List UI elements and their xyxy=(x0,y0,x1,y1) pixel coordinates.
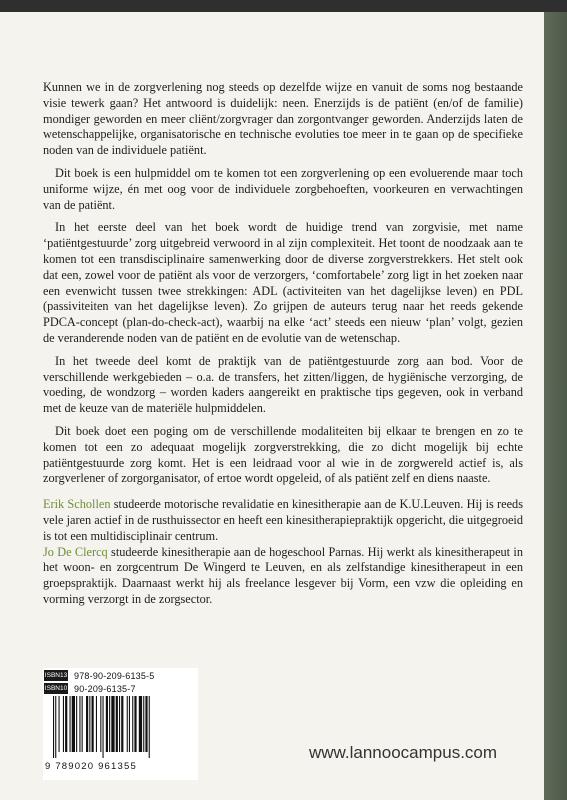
top-edge-bar xyxy=(0,0,567,12)
author-name-2: Jo De Clercq xyxy=(43,544,108,559)
blurb-paragraph-1: Kunnen we in de zorgverlening nog steeds op dezelfde wijze en vanuit de soms nog bestaande visie tewerk gaan? Het antwoord is duidelijk: neen. Enerzijds is de patiënt (en/of de familie) mondiger geworden en meer cliënt/zorgvrager dan zorgontvanger geworden. Anderzijds laten de wetenschappelijke, organisatorische en technische evoluties toe meer in te gaan op de specifieke noden van de individuele patiënt. xyxy=(43,80,523,158)
isbn10-label: ISBN10 xyxy=(44,685,68,692)
isbn13-value: 978-90-209-6135-5 xyxy=(74,670,155,681)
isbn-barcode-box xyxy=(43,668,198,780)
author-bio-2 xyxy=(43,545,523,608)
author-name-1: Erik Schollen xyxy=(43,497,111,512)
author-bio-text-2: studeerde kinesitherapie aan de hogeschool Parnas. Hij werkt als kinesitherapeut in het woon- en zorgcentrum De Wingerd te Leuven, en als zelfstandige kinesitherapeut in een groepspraktijk. Daarnaast werkt hij als freelance lesgever bij Vorm, een vzw die opleiding en vorming verzorgt in de zorgsector. xyxy=(43,544,523,606)
isbn13-row xyxy=(43,670,154,681)
blurb-text xyxy=(43,80,523,608)
author-bio-1 xyxy=(43,497,523,544)
barcode-digits: 9 789020 961355 xyxy=(45,761,137,772)
publisher-website[interactable]: www.lannoocampus.com xyxy=(309,743,498,762)
barcode-icon xyxy=(53,696,191,758)
blurb-paragraph-3: In het eerste deel van het boek wordt de huidige trend van zorgvisie, met name ‘patiëntgestuurde’ zorg uitgebreid verwoord in al zijn complexiteit. Het toont de noodzaak aan te komen tot een transdisciplinaire samenwerking door de diverse zorgverstrekkers. Het stelt ook dat een, zowel voor de patiënt als voor de verzorgers, ‘comfortabele’ zorg ligt in het zoeken naar een evenwicht tussen twee strekkingen: ADL (activiteiten van het dagelijkse leven) en PDL (passiviteiten van het dagelijkse leven). Zo grijpen de auteurs terug naar het reeds gekende PDCA-concept (plan-do-check-act), waarbij na elke ‘act’ steeds een nieuw ‘plan’ volgt, gezien de veranderende noden van de patiënt en de evolutie van de wetenschap. xyxy=(43,220,523,345)
isbn10-row xyxy=(43,683,136,694)
spine-strip xyxy=(544,12,567,800)
author-bios xyxy=(43,497,523,608)
author-bio-text-1: studeerde motorische revalidatie en kinesitherapie aan de K.U.Leuven. Hij is reeds vele jaren actief in de rusthuissector en heeft een kinesitherapiepraktijk opgericht, die uitgegroeid is tot een multidisciplinair centrum. xyxy=(43,497,523,543)
blurb-paragraph-2: Dit boek is een hulpmiddel om te komen tot een zorgverlening op een evoluerende maar toch uniforme wijze, én met oog voor de individuele zorgbehoeften, voorkeuren en verwachtingen van de patiënt. xyxy=(43,165,523,212)
blurb-paragraph-4: In het tweede deel komt de praktijk van de patiëntgestuurde zorg aan bod. Voor de verschillende werkgebieden – o.a. de transfers, het zitten/liggen, de hygiënische verzorging, de voeding, de wondzorg – worden kaders aangereikt en praktische tips gegeven, ook in verband met de keuze van de materiële hulpmiddelen. xyxy=(43,353,523,416)
isbn10-value: 90-209-6135-7 xyxy=(74,683,136,694)
isbn13-label: ISBN13 xyxy=(44,672,68,679)
blurb-paragraph-5: Dit boek doet een poging om de verschillende modaliteiten bij elkaar te brengen en zo te komen tot een zo adequaat mogelijk zorgverstrekking, die zo dicht mogelijk bij echte patiëntgestuurde zorg komt. Het is een leidraad voor al wie in de zorgwereld actief is, als zorgverlener of zorgorganisator, of ertoe wordt opgeleid, of als patiënt zelf en diens naaste. xyxy=(43,423,523,486)
